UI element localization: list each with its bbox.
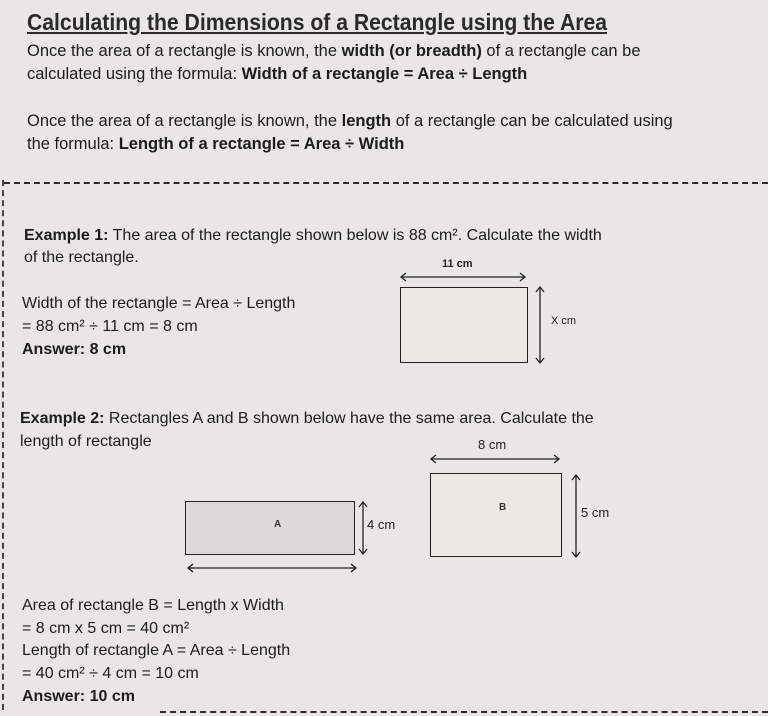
example1-top-dimension: 11 cm xyxy=(442,258,473,270)
example1-side-dimension: X cm xyxy=(551,315,577,327)
example2-rect-a-bottom-arrow xyxy=(185,563,359,573)
dashed-border-left xyxy=(2,180,8,710)
example1-side-arrow xyxy=(535,285,545,365)
example1-question-line-1: Example 1: The area of the rectangle shown below is 88 cm². Calculate the width xyxy=(24,227,602,244)
example2-question-line-1: Example 2: Rectangles A and B shown below have the same area. Calculate the xyxy=(20,410,594,427)
example2-rectangle-a xyxy=(185,501,355,555)
example1-top-arrow xyxy=(398,272,530,282)
example2-rect-b-side-arrow xyxy=(571,473,581,559)
example2-rect-a-side-dimension: 4 cm xyxy=(367,517,396,532)
rectangle-a-label: A xyxy=(274,519,282,530)
example1-rectangle xyxy=(400,287,528,363)
example2-work-line-3: Length of rectangle A = Area ÷ Length xyxy=(22,642,291,659)
dashed-divider-top xyxy=(4,182,768,184)
example2-work-line-4: = 40 cm² ÷ 4 cm = 10 cm xyxy=(22,665,199,682)
example1-answer: Answer: 8 cm xyxy=(22,341,127,358)
width-formula-line-2: calculated using the formula: Width of a rectangle = Area ÷ Length xyxy=(27,65,528,83)
example1-work-line-2: = 88 cm² ÷ 11 cm = 8 cm xyxy=(22,318,198,335)
width-formula-line-1: Once the area of a rectangle is known, the width (or breadth) of a rectangle can be xyxy=(27,42,641,60)
page-title: Calculating the Dimensions of a Rectangle using the Area xyxy=(27,9,608,35)
length-formula-line-1: Once the area of a rectangle is known, the length of a rectangle can be calculated using xyxy=(27,112,673,130)
example1-question-line-2: of the rectangle. xyxy=(24,249,139,266)
example2-work-line-2: = 8 cm x 5 cm = 40 cm² xyxy=(22,620,190,637)
example2-rect-b-top-dimension: 8 cm xyxy=(478,437,507,452)
dashed-divider-bottom xyxy=(160,711,768,713)
example2-work-line-1: Area of rectangle B = Length x Width xyxy=(22,597,284,614)
rectangle-b-label: B xyxy=(499,502,507,513)
example1-work-line-1: Width of the rectangle = Area ÷ Length xyxy=(22,295,296,312)
example2-question-line-2: length of rectangle xyxy=(20,433,152,450)
example2-answer: Answer: 10 cm xyxy=(22,688,135,705)
length-formula-line-2: the formula: Length of a rectangle = Area ÷ Width xyxy=(27,135,405,153)
example2-rect-b-top-arrow xyxy=(428,454,562,464)
example2-rect-b-side-dimension: 5 cm xyxy=(581,505,610,520)
example2-rectangle-b xyxy=(430,473,562,557)
